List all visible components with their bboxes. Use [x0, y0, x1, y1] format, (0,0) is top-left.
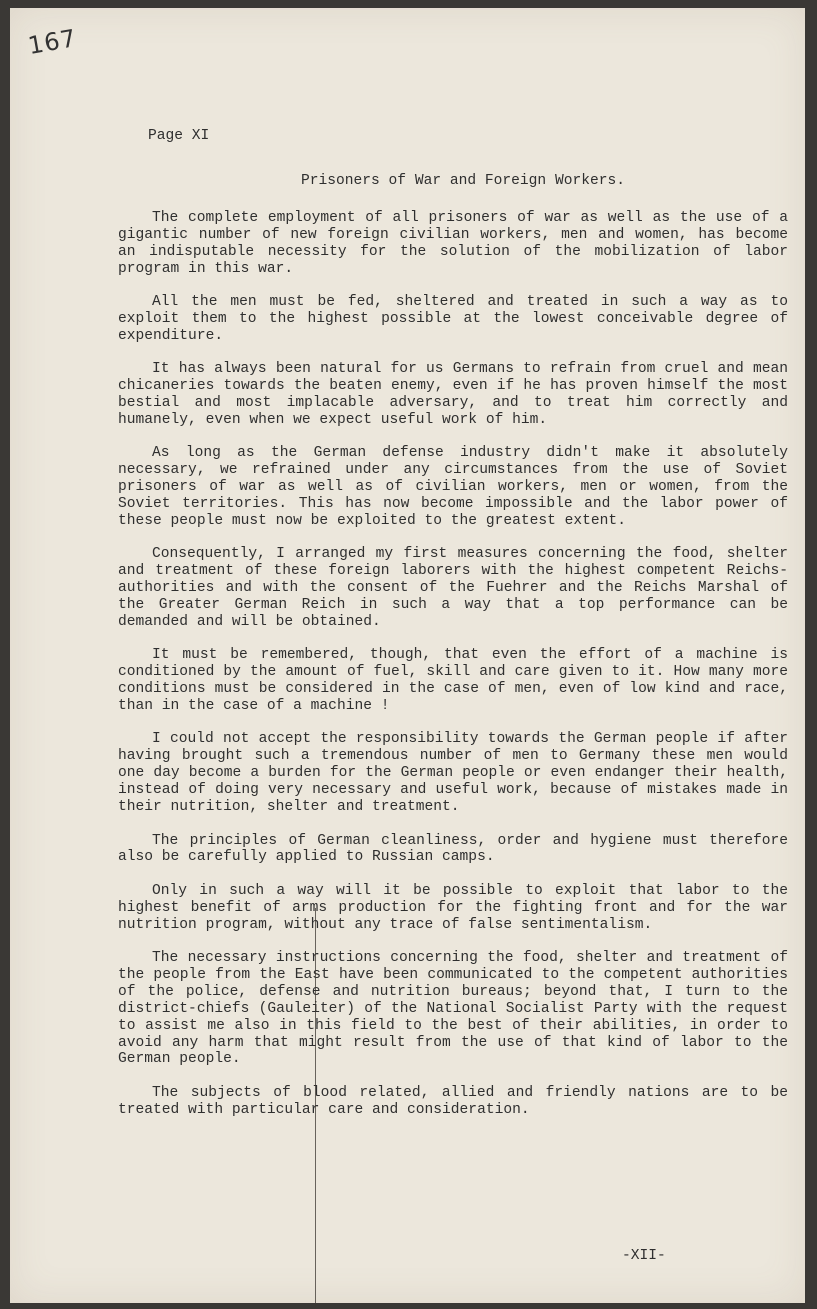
paragraph-2: All the men must be fed, sheltered and treated in such a way as to exploit them to the highest possible at the lowest conceivable degree of expenditure.: [118, 293, 788, 344]
paragraph-10: The necessary instructions concerning the food, shelter and treatment of the people from the East have been communicated to the competent authorities of the police, defense and nutrition bureaus; beyond that, I turn to the district-chiefs (Gauleiter) of the National Socialist Party with the request to assist me also in this field to the best of their abilities, in order to avoid any harm that might result from the use of that kind of labor to the German people.: [118, 950, 788, 1068]
paragraph-3: It has always been natural for us Germans to refrain from cruel and mean chicaneries towards the beaten enemy, even if he has proven himself the most bestial and most implacable adversary, and to treat him correctly and humanely, even when we expect useful work of him.: [118, 361, 788, 428]
next-page-marker: -XII-: [622, 1248, 666, 1264]
fold-line: [315, 908, 316, 1308]
page-label: Page XI: [148, 128, 210, 144]
paragraph-11: The subjects of blood related, allied and friendly nations are to be treated with particular care and consideration.: [118, 1084, 788, 1118]
paragraph-4: As long as the German defense industry didn't make it absolutely necessary, we refrained under any circumstances from the use of Soviet prisoners of war as well as of civilian workers, men or women, from the Soviet territories. This has now become impossible and the labor power of these people must now be exploited to the greatest extent.: [118, 445, 788, 529]
document-page: [10, 8, 805, 1303]
paragraph-6: It must be remembered, though, that even the effort of a machine is conditioned by the amount of fuel, skill and care given to it. How many more conditions must be considered in the case of men, even of low kind and race, than in the case of a machine !: [118, 647, 788, 715]
document-title: Prisoners of War and Foreign Workers.: [300, 172, 626, 189]
handwritten-page-number: 167: [25, 23, 79, 61]
paragraph-8: The principles of German cleanliness, order and hygiene must therefore also be carefully applied to Russian camps.: [118, 832, 788, 866]
paragraph-7: I could not accept the responsibility towards the German people if after having brought such a tremendous number of men to Germany these men would one day become a burden for the German people or even endanger their health, instead of doing very necessary and useful work, because of mistakes made in their nutrition, shelter and treatment.: [118, 731, 788, 816]
paragraph-5: Consequently, I arranged my first measures concerning the food, shelter and treatment of these foreign laborers with the highest competent Reichs-authorities and with the consent of the Fuehrer and the Reichs Marshal of the Greater German Reich in such a way that a top performance can be demanded and will be obtained.: [118, 546, 788, 630]
paragraph-9: Only in such a way will it be possible to exploit that labor to the highest benefit of arms production for the fighting front and for the war nutrition program, without any trace of false sentimentalism.: [118, 882, 788, 933]
document-body: [118, 128, 788, 1135]
paragraph-1: The complete employment of all prisoners of war as well as the use of a gigantic number of new foreign civilian workers, men and women, has become an indisputable necessity for the solution of the mobilization of labor program in this war.: [118, 209, 788, 277]
